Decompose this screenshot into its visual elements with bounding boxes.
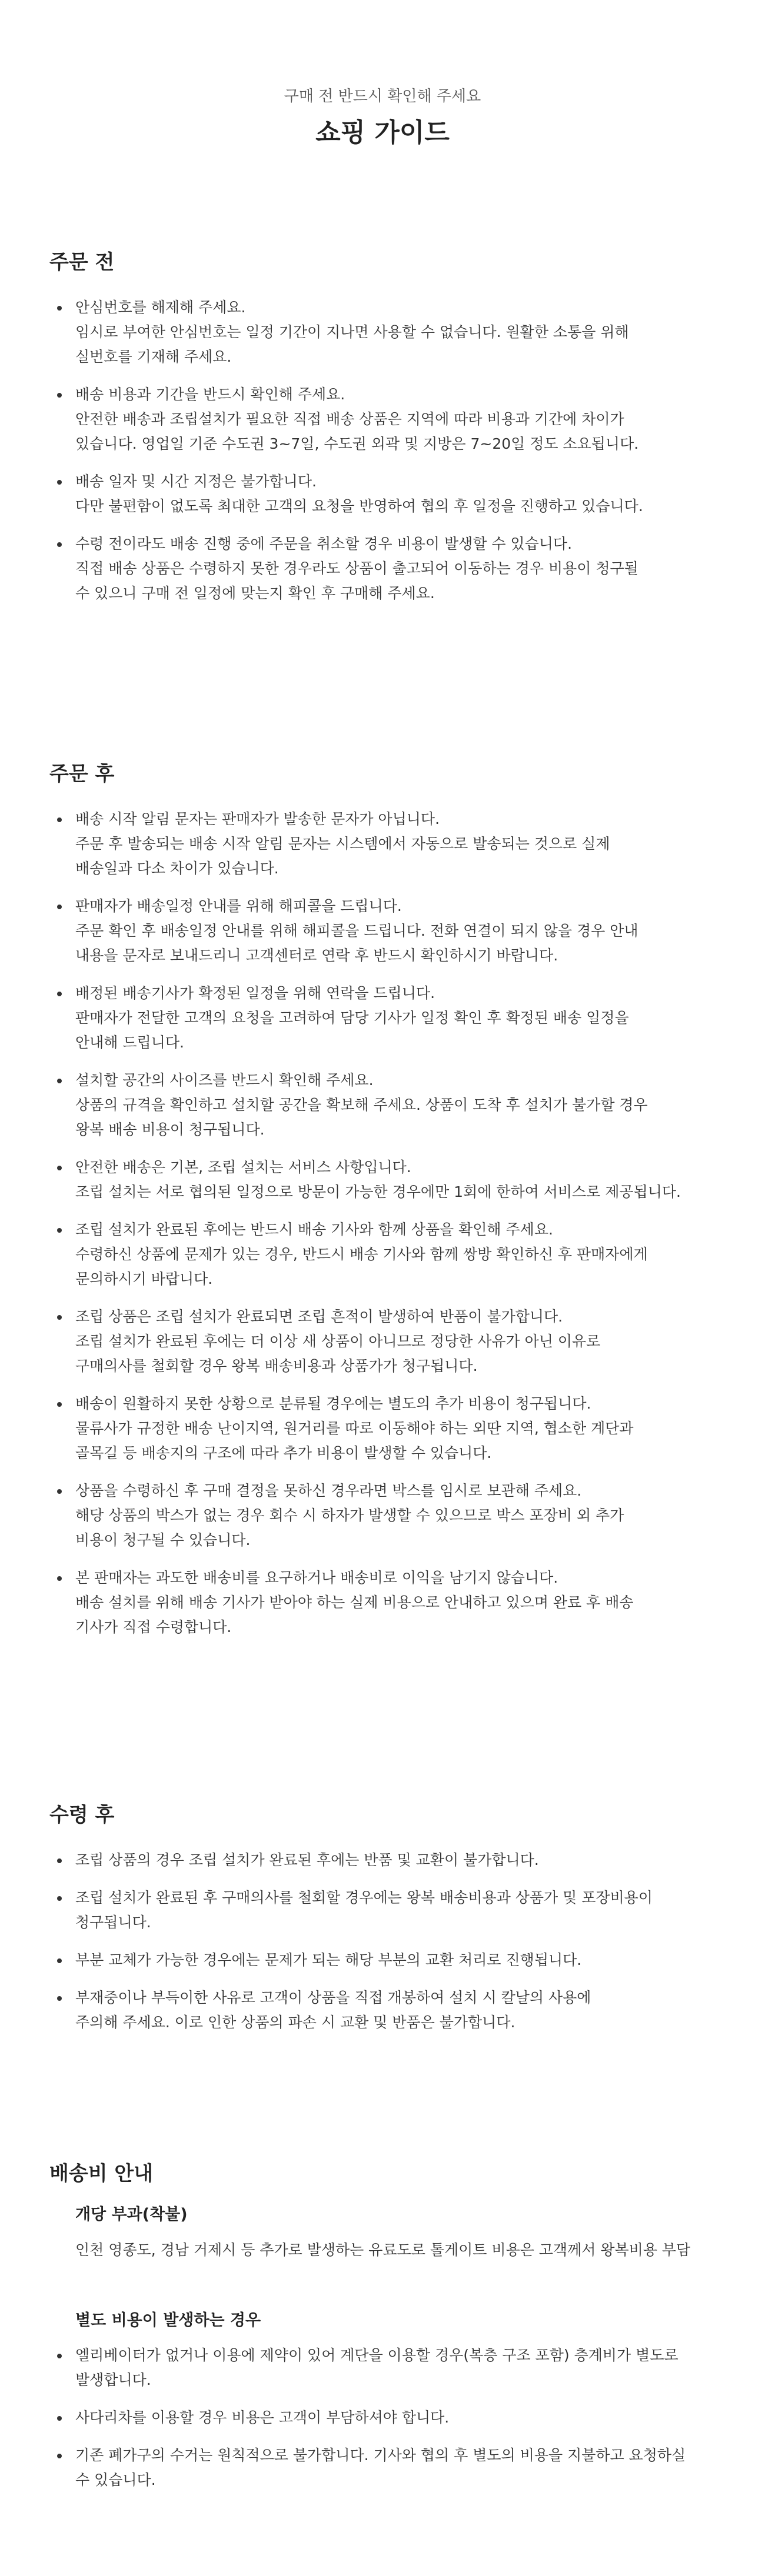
list-item	[49, 1986, 732, 2035]
item-heading: 안전한 배송은 기본, 조립 설치는 서비스 사항입니다.	[75, 1159, 411, 1176]
item-text: 문의하시기 바랍니다.	[75, 1270, 213, 1287]
item-text: 안전한 배송과 조립설치가 필요한 직접 배송 상품은 지역에 따라 비용과 기간에 차이가	[75, 411, 624, 428]
list-item	[49, 295, 732, 369]
item-text: 왕복 배송 비용이 청구됩니다.	[75, 1121, 265, 1138]
item-text: 판매자가 전달한 고객의 요청을 고려하여 담당 기사가 일정 확인 후 확정된 배송 일정을	[75, 1009, 629, 1026]
list-item	[49, 1948, 732, 1973]
shipping-group-extra-cost	[49, 2309, 732, 2492]
bullet-list	[49, 2343, 732, 2492]
section-after-order	[49, 761, 732, 1653]
item-text: 부분 교체가 가능한 경우에는 문제가 되는 해당 부분의 교환 처리로 진행됩니다.	[75, 1951, 582, 1968]
list-item	[49, 1068, 732, 1142]
item-text: 배송일과 다소 차이가 있습니다.	[75, 860, 279, 877]
section-title: 주문 후	[49, 762, 115, 786]
list-item	[49, 1304, 732, 1379]
item-heading: 본 판매자는 과도한 배송비를 요구하거나 배송비로 이익을 남기지 않습니다.	[75, 1569, 558, 1586]
item-text: 다만 불편함이 없도록 최대한 고객의 요청을 반영하여 협의 후 일정을 진행하고 있습니다.	[75, 498, 643, 515]
item-text: 주문 후 발송되는 배송 시작 알림 문자는 시스템에서 자동으로 발송되는 것으로 실제	[75, 835, 610, 852]
group-text: 인천 영종도, 경남 거제시 등 추가로 발생하는 유료도로 톨게이트 비용은 고객께서 왕복비용 부담	[75, 2241, 691, 2258]
item-text: 수 있으니 구매 전 일정에 맞는지 확인 후 구매해 주세요.	[75, 585, 435, 602]
section-title: 배송비 안내	[49, 2162, 154, 2185]
list-item	[49, 1566, 732, 1640]
page-title: 쇼핑 가이드	[315, 118, 450, 148]
item-text: 실번호를 기재해 주세요.	[75, 348, 232, 365]
item-text: 발생합니다.	[75, 2371, 151, 2388]
item-text: 골목길 등 배송지의 구조에 따라 추가 비용이 발생할 수 있습니다.	[75, 1444, 492, 1461]
list-item	[49, 1479, 732, 1553]
shipping-group-per-item	[49, 2203, 732, 2262]
item-text: 구매의사를 철회할 경우 왕복 배송비용과 상품가가 청구됩니다.	[75, 1357, 478, 1374]
item-text: 배송 설치를 위해 배송 기사가 받아야 하는 실제 비용으로 안내하고 있으며 완료 후 배송	[75, 1594, 634, 1611]
section-before-order	[49, 249, 732, 619]
item-text: 엘리베이터가 없거나 이용에 제약이 있어 계단을 이용할 경우(복층 구조 포함) 층계비가 별도로	[75, 2347, 678, 2364]
item-text: 수령하신 상품에 문제가 있는 경우, 반드시 배송 기사와 함께 쌍방 확인하신 후 판매자에게	[75, 1246, 648, 1263]
item-text: 주문 확인 후 배송일정 안내를 위해 해피콜을 드립니다. 전화 연결이 되지 않을 경우 안내	[75, 922, 638, 939]
bullet-list	[49, 1848, 732, 2035]
list-item	[49, 2443, 732, 2492]
section-title: 수령 후	[49, 1803, 115, 1827]
item-heading: 배송이 원활하지 못한 상황으로 분류될 경우에는 별도의 추가 비용이 청구됩니다.	[75, 1395, 591, 1412]
item-text: 물류사가 규정한 배송 난이지역, 원거리를 따로 이동해야 하는 외딴 지역, 협소한 계단과	[75, 1420, 634, 1437]
item-heading: 안심번호를 해제해 주세요.	[75, 299, 246, 316]
list-item	[49, 532, 732, 606]
list-item	[49, 1886, 732, 1935]
section-shipping-fee	[49, 2161, 732, 2505]
item-text: 비용이 청구될 수 있습니다.	[75, 1531, 251, 1549]
bullet-list	[49, 295, 732, 606]
item-heading: 상품을 수령하신 후 구매 결정을 못하신 경우라면 박스를 임시로 보관해 주세요.	[75, 1482, 582, 1499]
list-item	[49, 1392, 732, 1466]
list-item	[49, 2343, 732, 2393]
item-text: 해당 상품의 박스가 없는 경우 회수 시 하자가 발생할 수 있으므로 박스 포장비 외 추가	[75, 1507, 624, 1524]
list-item	[49, 1217, 732, 1292]
item-heading: 수령 전이라도 배송 진행 중에 주문을 취소할 경우 비용이 발생할 수 있습니다.	[75, 535, 573, 552]
item-heading: 배송 일자 및 시간 지정은 불가합니다.	[75, 473, 317, 490]
item-text: 임시로 부여한 안심번호는 일정 기간이 지나면 사용할 수 없습니다. 원활한 소통을 위해	[75, 323, 629, 341]
list-item	[49, 981, 732, 1055]
list-item	[49, 2405, 732, 2430]
list-item	[49, 382, 732, 456]
item-text: 조립 설치가 완료된 후에는 더 이상 새 상품이 아니므로 정당한 사유가 아닌 이유로	[75, 1333, 601, 1350]
item-heading: 조립 상품은 조립 설치가 완료되면 조립 흔적이 발생하여 반품이 불가합니다.	[75, 1308, 563, 1325]
item-text: 내용을 문자로 보내드리니 고객센터로 연락 후 반드시 확인하시기 바랍니다.	[75, 947, 558, 964]
group-title: 개당 부과(착불)	[75, 2205, 188, 2224]
item-text: 사다리차를 이용할 경우 비용은 고객이 부담하셔야 합니다.	[75, 2409, 450, 2426]
item-heading: 배송 시작 알림 문자는 판매자가 발송한 문자가 아닙니다.	[75, 810, 440, 827]
item-heading: 설치할 공간의 사이즈를 반드시 확인해 주세요.	[75, 1072, 374, 1089]
item-heading: 배정된 배송기사가 확정된 일정을 위해 연락을 드립니다.	[75, 985, 435, 1002]
item-text: 직접 배송 상품은 수령하지 못한 경우라도 상품이 출고되어 이동하는 경우 비용이 청구될	[75, 560, 638, 577]
item-text: 조립 설치가 완료된 후 구매의사를 철회할 경우에는 왕복 배송비용과 상품가 및 포장비용이	[75, 1889, 653, 1906]
item-text: 조립 상품의 경우 조립 설치가 완료된 후에는 반품 및 교환이 불가합니다.	[75, 1851, 539, 1868]
item-heading: 판매자가 배송일정 안내를 위해 해피콜을 드립니다.	[75, 897, 402, 915]
item-text: 상품의 규격을 확인하고 설치할 공간을 확보해 주세요. 상품이 도착 후 설치가 불가할 경우	[75, 1096, 648, 1113]
list-item	[49, 1155, 732, 1204]
item-text: 주의해 주세요. 이로 인한 상품의 파손 시 교환 및 반품은 불가합니다.	[75, 2014, 515, 2031]
bullet-list	[49, 807, 732, 1640]
guide-header	[0, 86, 765, 149]
item-text: 있습니다. 영업일 기준 수도권 3~7일, 수도권 외곽 및 지방은 7~20일 정도 소요됩니다.	[75, 435, 639, 452]
item-text: 청구됩니다.	[75, 1914, 151, 1931]
item-heading: 배송 비용과 기간을 반드시 확인해 주세요.	[75, 386, 345, 403]
page-subtitle: 구매 전 반드시 확인해 주세요	[284, 88, 481, 105]
section-title: 주문 전	[49, 251, 115, 274]
item-text: 부재중이나 부득이한 사유로 고객이 상품을 직접 개봉하여 설치 시 칼날의 사용에	[75, 1989, 591, 2006]
group-title: 별도 비용이 발생하는 경우	[75, 2311, 261, 2330]
item-heading: 조립 설치가 완료된 후에는 반드시 배송 기사와 함께 상품을 확인해 주세요.	[75, 1221, 553, 1238]
section-after-receipt	[49, 1802, 732, 2048]
list-item	[49, 469, 732, 519]
item-text: 기사가 직접 수령합니다.	[75, 1619, 232, 1636]
item-text: 수 있습니다.	[75, 2471, 156, 2488]
list-item	[49, 807, 732, 881]
item-text: 기존 폐가구의 수거는 원칙적으로 불가합니다. 기사와 협의 후 별도의 비용을 지불하고 요청하실	[75, 2447, 686, 2464]
item-text: 안내해 드립니다.	[75, 1034, 184, 1051]
item-text: 조립 설치는 서로 협의된 일정으로 방문이 가능한 경우에만 1회에 한하여 서비스로 제공됩니다.	[75, 1183, 681, 1200]
list-item	[49, 894, 732, 968]
list-item	[49, 1848, 732, 1873]
